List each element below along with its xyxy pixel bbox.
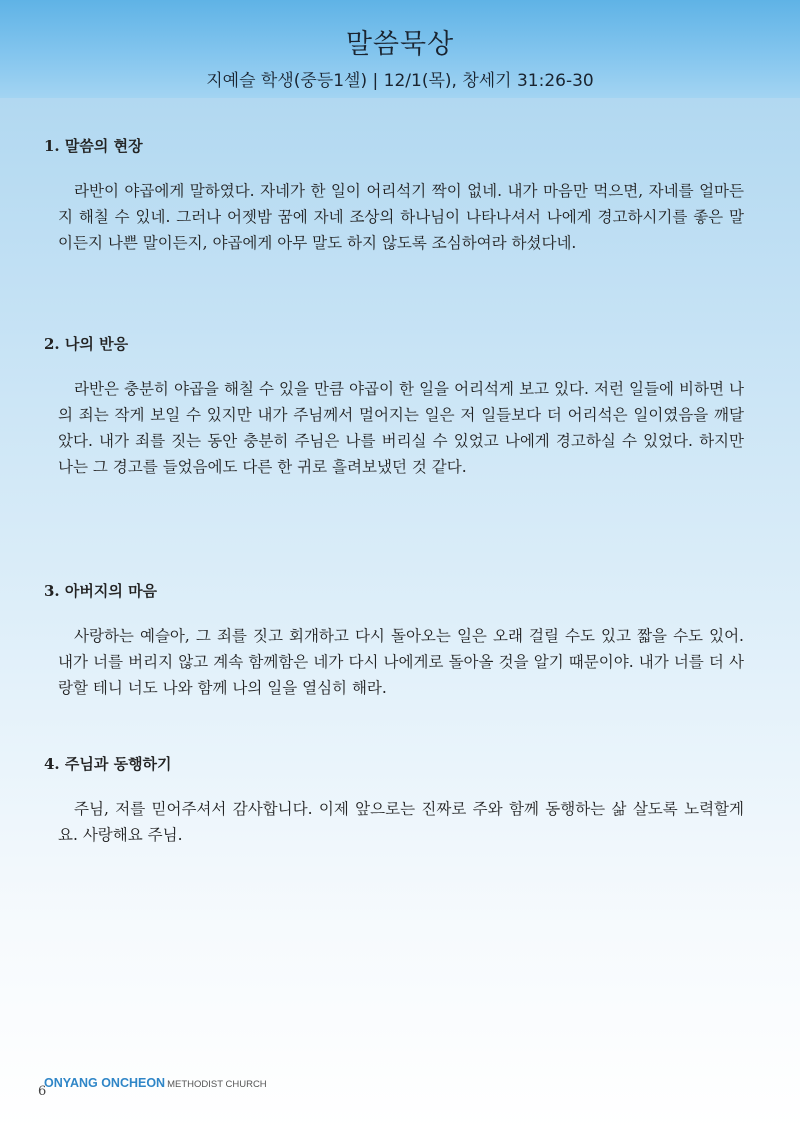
section-body: 주님, 저를 믿어주셔서 감사합니다. 이제 앞으로는 진짜로 주와 함께 동행하는 삶 살도록 노력할게요. 사랑해요 주님. <box>58 800 744 844</box>
section-body: 라반은 충분히 야곱을 해칠 수 있을 만큼 야곱이 한 일을 어리석게 보고 있다. 저런 일들에 비하면 나의 죄는 작게 보일 수 있지만 내가 주님께서 멀어지는 일은 저 일들보다 더 어리석은 일이였음을 깨달았다. 내가 죄를 짓는 동안 충분히 주님은 나를 버리실 수 있었고 나에게 경고하실 수 있었다. 하지만 나는 그 경고를 들었음에도 다른 한 귀로 흘려보냈던 것 같다. <box>58 380 744 476</box>
church-logo <box>44 1076 267 1090</box>
section-word-scene <box>44 135 744 256</box>
section-heading: 3. 아버지의 마음 <box>44 582 158 600</box>
section-walking-with-lord <box>44 753 744 848</box>
section-heading: 1. 말씀의 현장 <box>44 137 143 155</box>
header-banner <box>0 0 800 98</box>
church-logo-subtitle: METHODIST CHURCH <box>167 1079 267 1090</box>
section-body: 사랑하는 예슬아, 그 죄를 짓고 회개하고 다시 돌아오는 일은 오래 걸릴 수도 있고 짧을 수도 있어. 내가 너를 버리지 않고 계속 함께함은 네가 다시 나에게로 돌아올 것을 알기 때문이야. 내가 너를 더 사랑할 테니 너도 나와 함께 나의 일을 열심히 해라. <box>58 627 744 697</box>
page-subtitle: 지예슬 학생(중등1셀) | 12/1(목), 창세기 31:26-30 <box>206 71 594 91</box>
section-heading: 4. 주님과 동행하기 <box>44 755 172 773</box>
church-logo-name: ONYANG ONCHEON <box>44 1076 166 1090</box>
page-title: 말씀묵상 <box>345 29 455 60</box>
section-fathers-heart <box>44 580 744 701</box>
section-body: 라반이 야곱에게 말하였다. 자네가 한 일이 어리석기 짝이 없네. 내가 마음만 먹으면, 자네를 얼마든지 해칠 수 있네. 그러나 어젯밤 꿈에 자네 조상의 하나님이 나타나셔서 나에게 경고하시기를 좋은 말이든지 나쁜 말이든지, 야곱에게 아무 말도 하지 않도록 조심하여라 하셨다네. <box>58 182 744 252</box>
section-heading: 2. 나의 반응 <box>44 335 129 353</box>
page-number: 6 <box>38 1084 47 1099</box>
section-my-response <box>44 333 744 480</box>
